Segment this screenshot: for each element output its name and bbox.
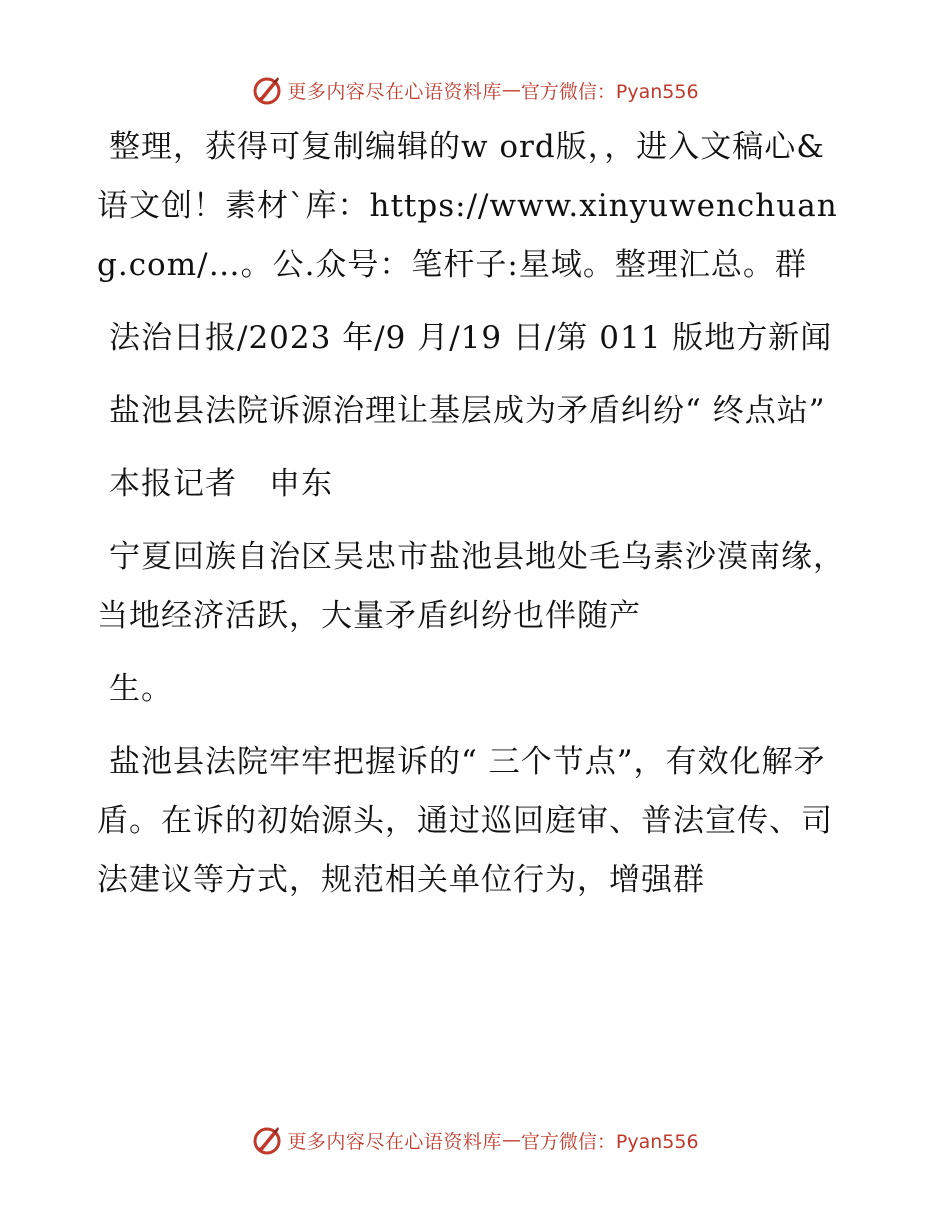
- quill-ink-logo-icon: [251, 1124, 283, 1156]
- header-banner: [0, 70, 950, 110]
- paragraph-2: 盐池县法院牢牢把握诉的“ 三个节点”，有效化解矛盾。在诉的初始源头，通过巡回庭审、普法宣传、司法建议等方式，规范相关单位行为，增强群: [97, 744, 833, 898]
- document-body: [97, 118, 852, 924]
- source-line: 法治日报/2023 年/9 月/19 日/第 011 版地方新闻: [109, 320, 833, 356]
- intro-paragraph: 整理，获得可复制编辑的w ord版，，进入文稿心&语文创！素材`库：https://www.xinyuwenchuang.com/…。公.众号：笔杆子:星域。整理汇总。群: [97, 129, 838, 283]
- footer-banner-text: 更多内容尽在心语资料库: [287, 1130, 502, 1153]
- header-banner-text: 更多内容尽在心语资料库: [287, 80, 502, 103]
- headline: 盐池县法院诉源治理让基层成为矛盾纠纷“ 终点站”: [109, 393, 826, 429]
- paragraph-1-continued: 生。: [109, 671, 173, 707]
- footer-banner-separator: —: [501, 1129, 521, 1151]
- byline: 本报记者 申东: [109, 466, 333, 502]
- header-banner-account: 官方微信：Pyan556: [520, 80, 699, 103]
- quill-ink-logo-icon: [251, 74, 283, 106]
- footer-banner-account: 官方微信：Pyan556: [520, 1130, 699, 1153]
- footer-banner: [0, 1120, 950, 1160]
- header-banner-separator: —: [501, 79, 521, 101]
- paragraph-1: 宁夏回族自治区吴忠市盐池县地处毛乌素沙漠南缘，当地经济活跃，大量矛盾纠纷也伴随产: [97, 539, 845, 634]
